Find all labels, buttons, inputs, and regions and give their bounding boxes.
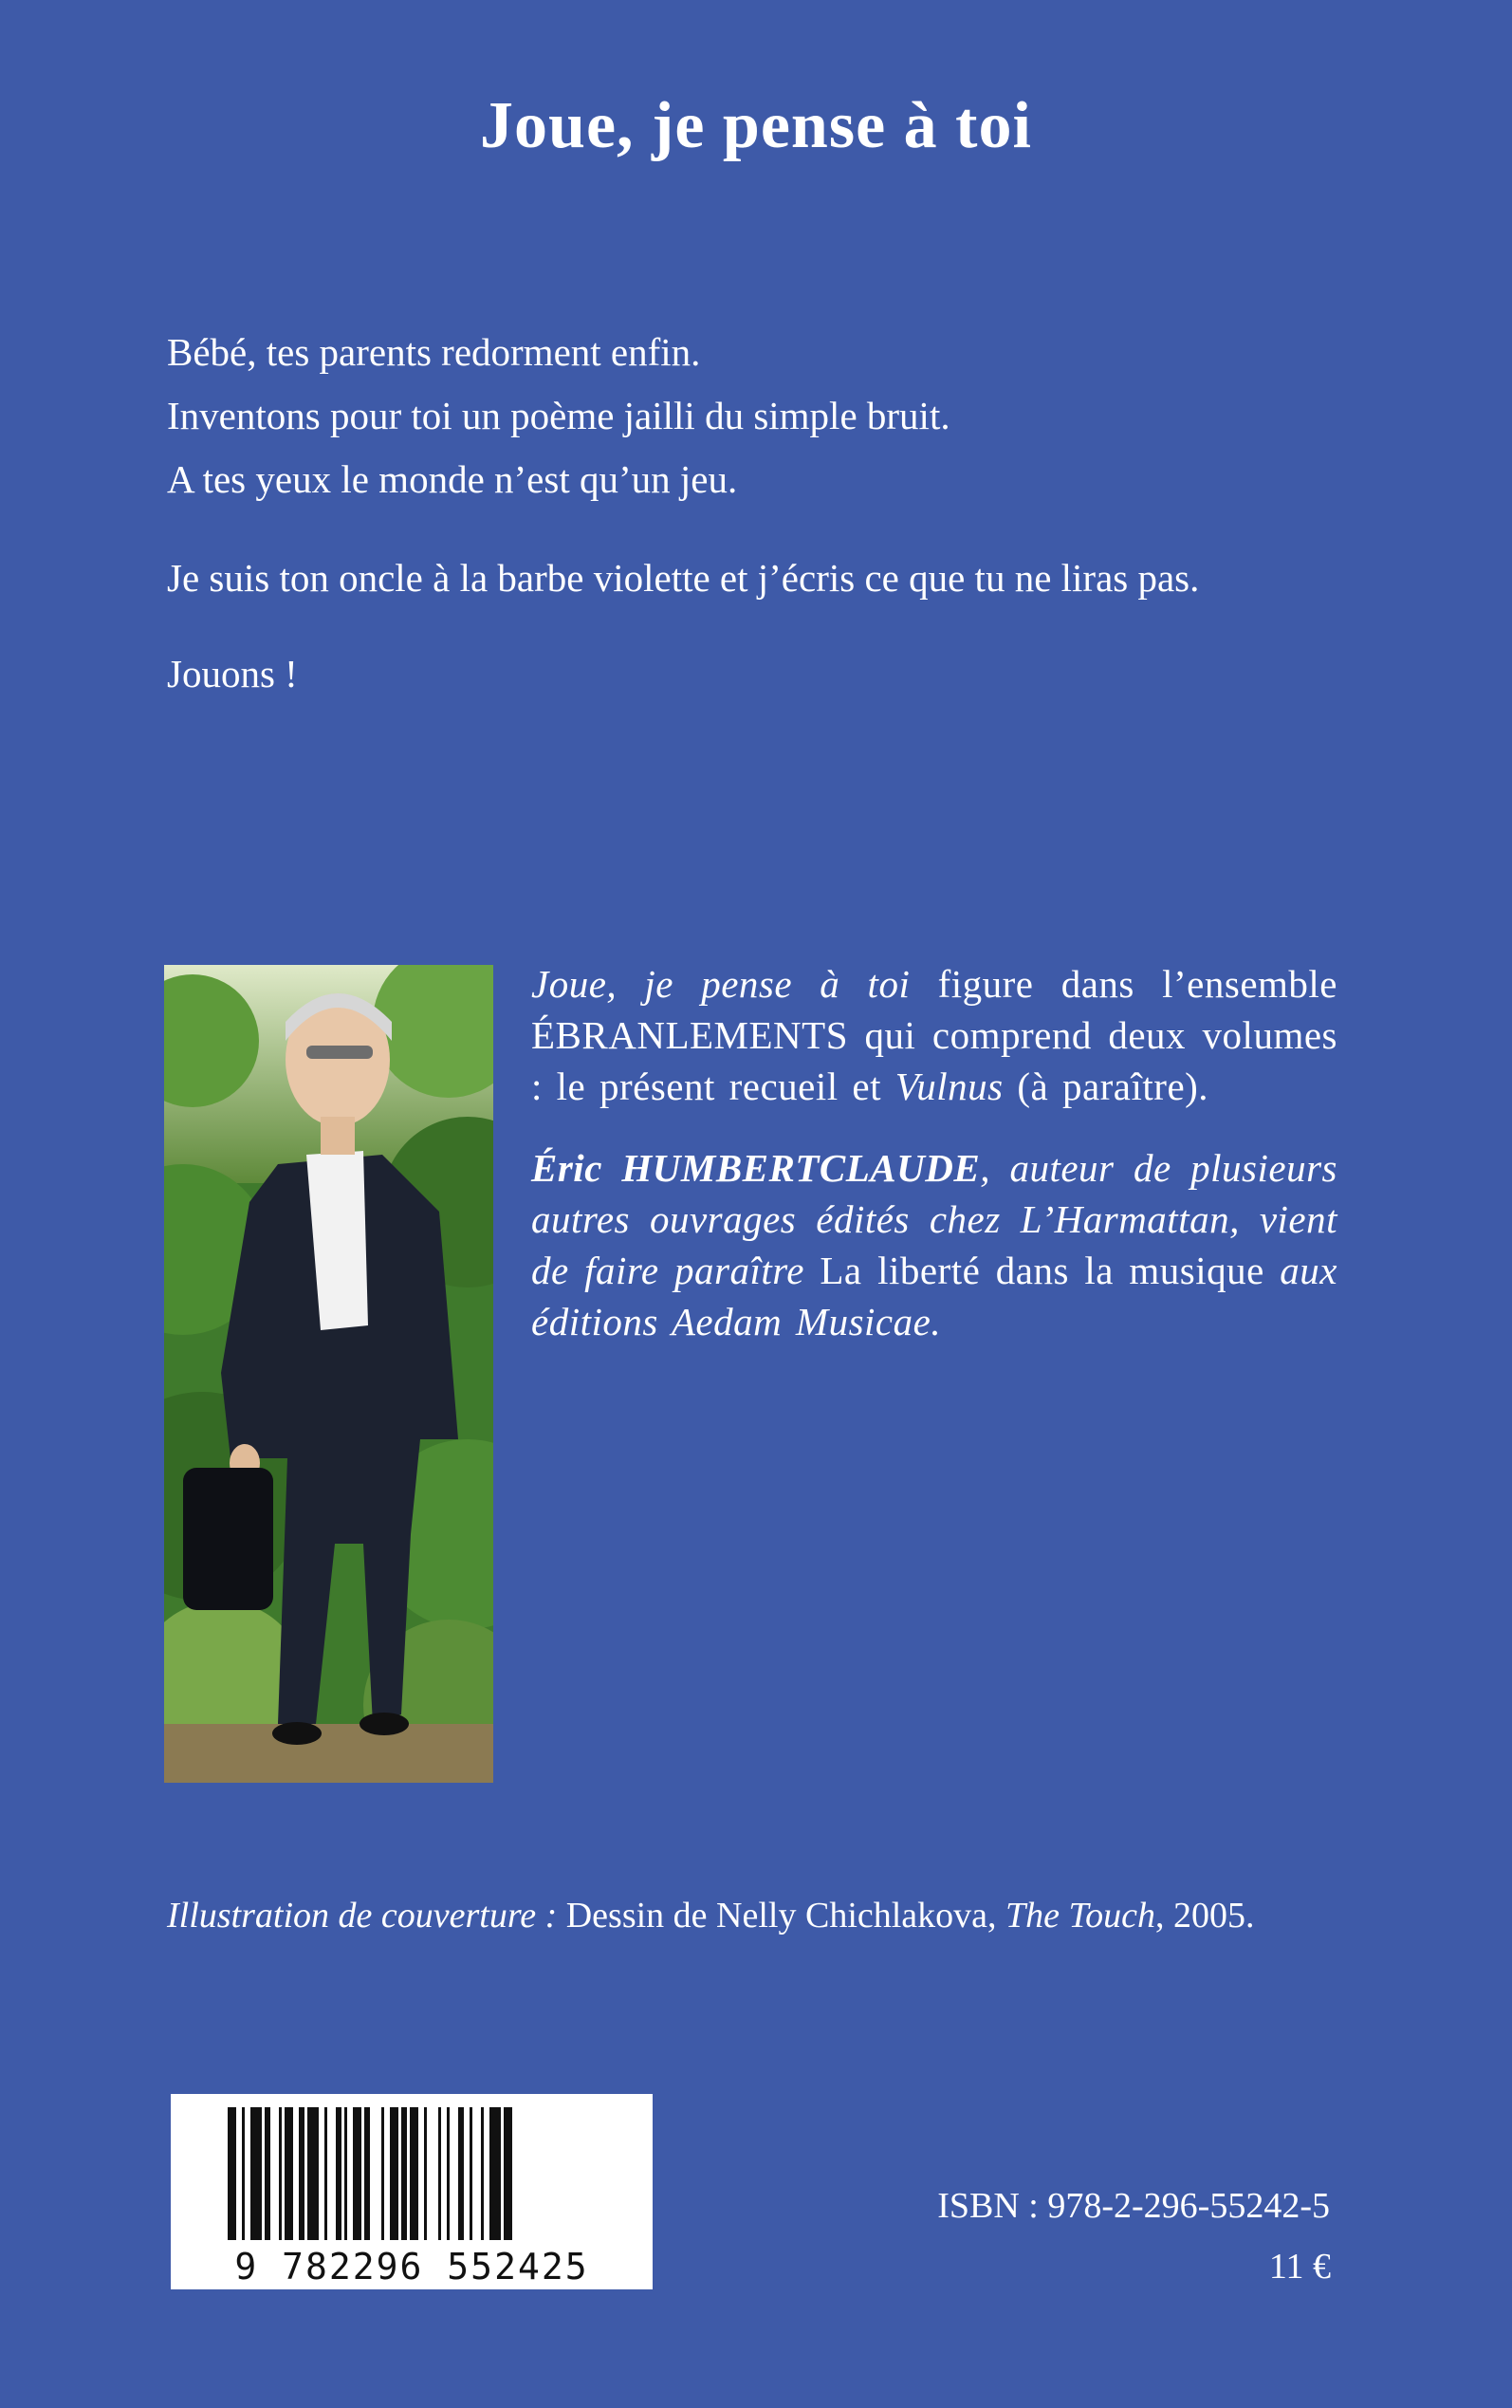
bio-paragraph-collection [531,958,1337,1112]
poem-stanza: Je suis ton oncle à la barbe violette et j’écris ce que tu ne liras pas. [167,556,1200,600]
bio-text-italic: aux éditions Aedam Musicae. [531,1249,1337,1343]
bio-text: (à paraître). [1003,1065,1209,1108]
barcode-digits: 9 782296 552425 [234,2246,589,2288]
barcode-bar [285,2107,293,2240]
price: 11 € [1268,2247,1331,2287]
barcode-bar [242,2107,245,2240]
author-photo [164,965,493,1783]
author-bio [531,958,1337,1347]
cover-illustration-credit [167,1890,1364,1941]
barcode-bar [504,2107,512,2240]
barcode-bar [228,2107,236,2240]
isbn-number: ISBN : 978-2-296-55242-5 [937,2186,1330,2226]
barcode-bar [424,2107,427,2240]
barcode-bar [481,2107,484,2240]
barcode-bar [381,2107,384,2240]
barcode-bar [299,2107,304,2240]
barcode-bars [171,2094,653,2246]
isbn-barcode [171,2094,653,2289]
barcode-bar [410,2107,418,2240]
bio-text-italic: , auteur de plusieurs autres ouvrages édités chez L’Harmattan, vient de faire paraître [531,1146,1337,1292]
barcode-bar [250,2107,262,2240]
barcode-bar [324,2107,327,2240]
barcode-bar [489,2107,501,2240]
barcode-bar [353,2107,361,2240]
barcode-bar [364,2107,370,2240]
bio-paragraph-author [531,1142,1337,1347]
poem-line: A tes yeux le monde n’est qu’un jeu. [167,457,738,501]
barcode-bar [344,2107,347,2240]
poem-line: Inventons pour toi un poème jailli du simple bruit. [167,394,950,437]
author-name: Éric HUMBERTCLAUDE [531,1146,981,1190]
bio-text: figure dans l’ensemble ÉBRANLEMENTS qui comprend deux volumes : le présent recueil et [531,962,1337,1108]
barcode-bar [470,2107,472,2240]
barcode-bar [401,2107,407,2240]
barcode-bar [438,2107,441,2240]
book-title: Joue, je pense à toi [480,89,1032,162]
illustration-text: Dessin de Nelly Chichlakova, [557,1896,1006,1936]
poem-line: Bébé, tes parents redorment enfin. [167,330,701,374]
illustration-label: Illustration de couverture : [167,1896,558,1936]
other-book-title: La liberté dans la musique [803,1249,1264,1292]
barcode-bar [458,2107,464,2240]
poem-stanza: Jouons ! [167,652,298,695]
back-cover-poem [167,321,1353,706]
barcode-bar [336,2107,341,2240]
barcode-bar [265,2107,270,2240]
barcode-bar [390,2107,398,2240]
book-title-italic: Joue, je pense à toi [531,962,911,1006]
barcode-bar [447,2107,450,2240]
barcode-bar [307,2107,319,2240]
barcode-bar [279,2107,282,2240]
illustration-text: , 2005. [1155,1896,1255,1936]
vulnus-title: Vulnus [894,1065,1004,1108]
illustration-work: The Touch [1005,1896,1156,1936]
